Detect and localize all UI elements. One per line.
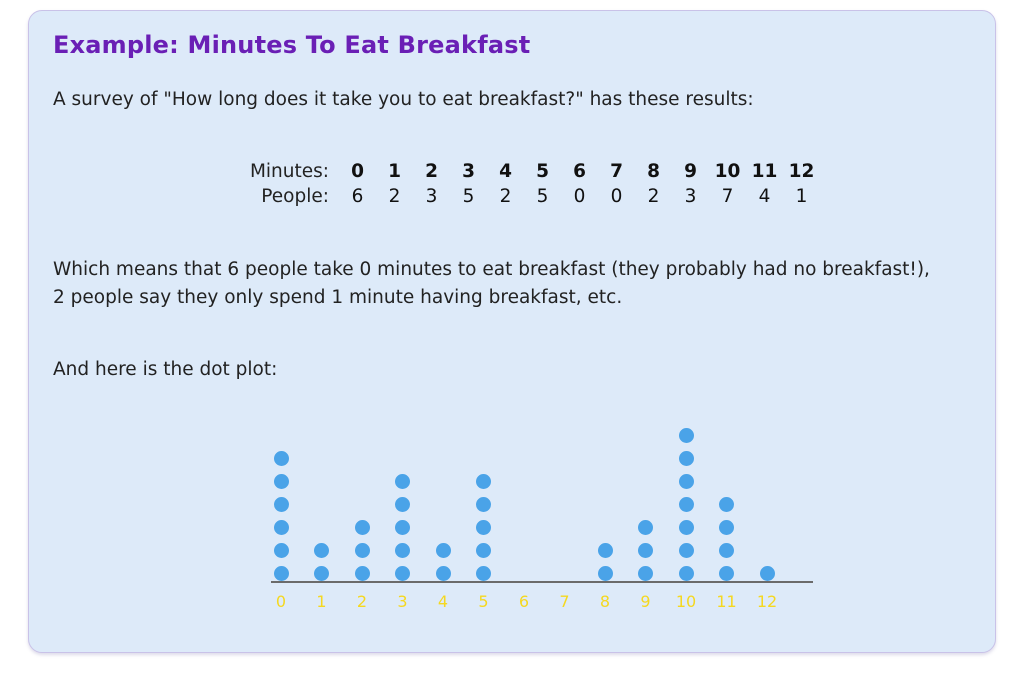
plot-dot xyxy=(314,543,329,558)
plot-dot xyxy=(274,474,289,489)
plot-dot xyxy=(719,566,734,581)
plot-dot xyxy=(395,543,410,558)
plot-dot xyxy=(598,566,613,581)
minutes-cell: 0 xyxy=(351,161,364,182)
plot-dot xyxy=(719,497,734,512)
minutes-cell: 5 xyxy=(536,161,549,182)
x-axis-line xyxy=(271,581,813,583)
table-row-minutes xyxy=(224,159,820,184)
minutes-cell: 3 xyxy=(462,161,475,182)
x-axis-tick-label: 7 xyxy=(559,592,570,611)
x-axis-tick-label: 9 xyxy=(640,592,651,611)
explanation-text: Which means that 6 people take 0 minutes to eat breakfast (they probably had no breakfast!), 2 people say they only spend 1 minute having breakfast, etc. xyxy=(53,259,930,308)
table-row-people xyxy=(224,184,820,209)
plot-dot xyxy=(476,497,491,512)
people-cell: 6 xyxy=(351,186,364,207)
dot-column xyxy=(342,512,382,581)
dot-column xyxy=(585,535,625,581)
x-axis-tick-label: 5 xyxy=(478,592,489,611)
dotplot-caption: And here is the dot plot: xyxy=(53,359,278,380)
people-cell: 0 xyxy=(573,186,586,207)
people-cell: 2 xyxy=(388,186,401,207)
x-axis-tick-label: 1 xyxy=(316,592,327,611)
minutes-cell: 6 xyxy=(573,161,586,182)
plot-dot xyxy=(679,520,694,535)
dot-plot-chart xyxy=(257,416,837,616)
x-axis-tick-label: 10 xyxy=(675,592,697,611)
dot-column xyxy=(423,535,463,581)
people-cell: 2 xyxy=(499,186,512,207)
plot-dot xyxy=(476,543,491,558)
survey-data-table xyxy=(224,159,820,209)
people-cell: 2 xyxy=(647,186,660,207)
minutes-cell: 1 xyxy=(388,161,401,182)
plot-dot xyxy=(719,543,734,558)
plot-dot xyxy=(719,520,734,535)
plot-dot xyxy=(436,566,451,581)
plot-dot xyxy=(314,566,329,581)
minutes-cell: 7 xyxy=(610,161,623,182)
dot-column xyxy=(707,489,747,581)
people-cell: 3 xyxy=(425,186,438,207)
plot-dot xyxy=(395,474,410,489)
minutes-cell: 4 xyxy=(499,161,512,182)
plot-dot xyxy=(274,497,289,512)
plot-dot xyxy=(679,428,694,443)
people-cell: 3 xyxy=(684,186,697,207)
plot-dot xyxy=(679,566,694,581)
plot-dot xyxy=(638,520,653,535)
row-label-minutes: Minutes: xyxy=(249,161,329,182)
plot-dot xyxy=(274,451,289,466)
x-axis-tick-label: 3 xyxy=(397,592,408,611)
row-label-people: People: xyxy=(261,186,329,207)
example-card xyxy=(28,10,996,653)
plot-dot xyxy=(679,451,694,466)
plot-dot xyxy=(598,543,613,558)
x-axis-tick-label: 4 xyxy=(437,592,449,611)
x-axis-tick-label: 11 xyxy=(716,592,737,611)
minutes-cell: 11 xyxy=(751,161,778,182)
page-title: Example: Minutes To Eat Breakfast xyxy=(53,31,531,59)
plot-dot xyxy=(476,566,491,581)
dot-column xyxy=(464,466,504,581)
plot-dot xyxy=(395,520,410,535)
people-cell: 4 xyxy=(758,186,771,207)
plot-dot xyxy=(476,474,491,489)
dot-column xyxy=(302,535,342,581)
minutes-cell: 12 xyxy=(788,161,815,182)
minutes-cell: 10 xyxy=(714,161,741,182)
intro-text: A survey of "How long does it take you to eat breakfast?" has these results: xyxy=(53,89,754,110)
dot-column xyxy=(747,558,787,581)
dot-column xyxy=(383,466,423,581)
plot-dot xyxy=(679,474,694,489)
x-axis-tick-label: 0 xyxy=(275,592,287,611)
dot-column xyxy=(666,420,706,581)
dot-column xyxy=(261,443,301,581)
plot-dot xyxy=(638,543,653,558)
minutes-cell: 9 xyxy=(684,161,697,182)
x-axis-tick-label: 8 xyxy=(599,592,611,611)
plot-dot xyxy=(274,566,289,581)
plot-dot xyxy=(436,543,451,558)
plot-dot xyxy=(355,520,370,535)
minutes-cell: 2 xyxy=(425,161,438,182)
x-axis-tick-label: 12 xyxy=(756,592,778,611)
plot-dot xyxy=(355,566,370,581)
minutes-cell: 8 xyxy=(647,161,660,182)
people-cell: 7 xyxy=(721,186,734,207)
x-axis-tick-label: 6 xyxy=(518,592,530,611)
plot-dot xyxy=(274,520,289,535)
plot-dot xyxy=(274,543,289,558)
people-cell: 5 xyxy=(462,186,475,207)
plot-dot xyxy=(395,566,410,581)
people-cell: 1 xyxy=(795,186,808,207)
people-cell: 0 xyxy=(610,186,623,207)
plot-dot xyxy=(355,543,370,558)
plot-dot xyxy=(760,566,775,581)
dot-column xyxy=(626,512,666,581)
x-axis-tick-label: 2 xyxy=(356,592,368,611)
plot-dot xyxy=(395,497,410,512)
plot-dot xyxy=(476,520,491,535)
people-cell: 5 xyxy=(536,186,549,207)
plot-dot xyxy=(679,497,694,512)
plot-dot xyxy=(679,543,694,558)
plot-dot xyxy=(638,566,653,581)
